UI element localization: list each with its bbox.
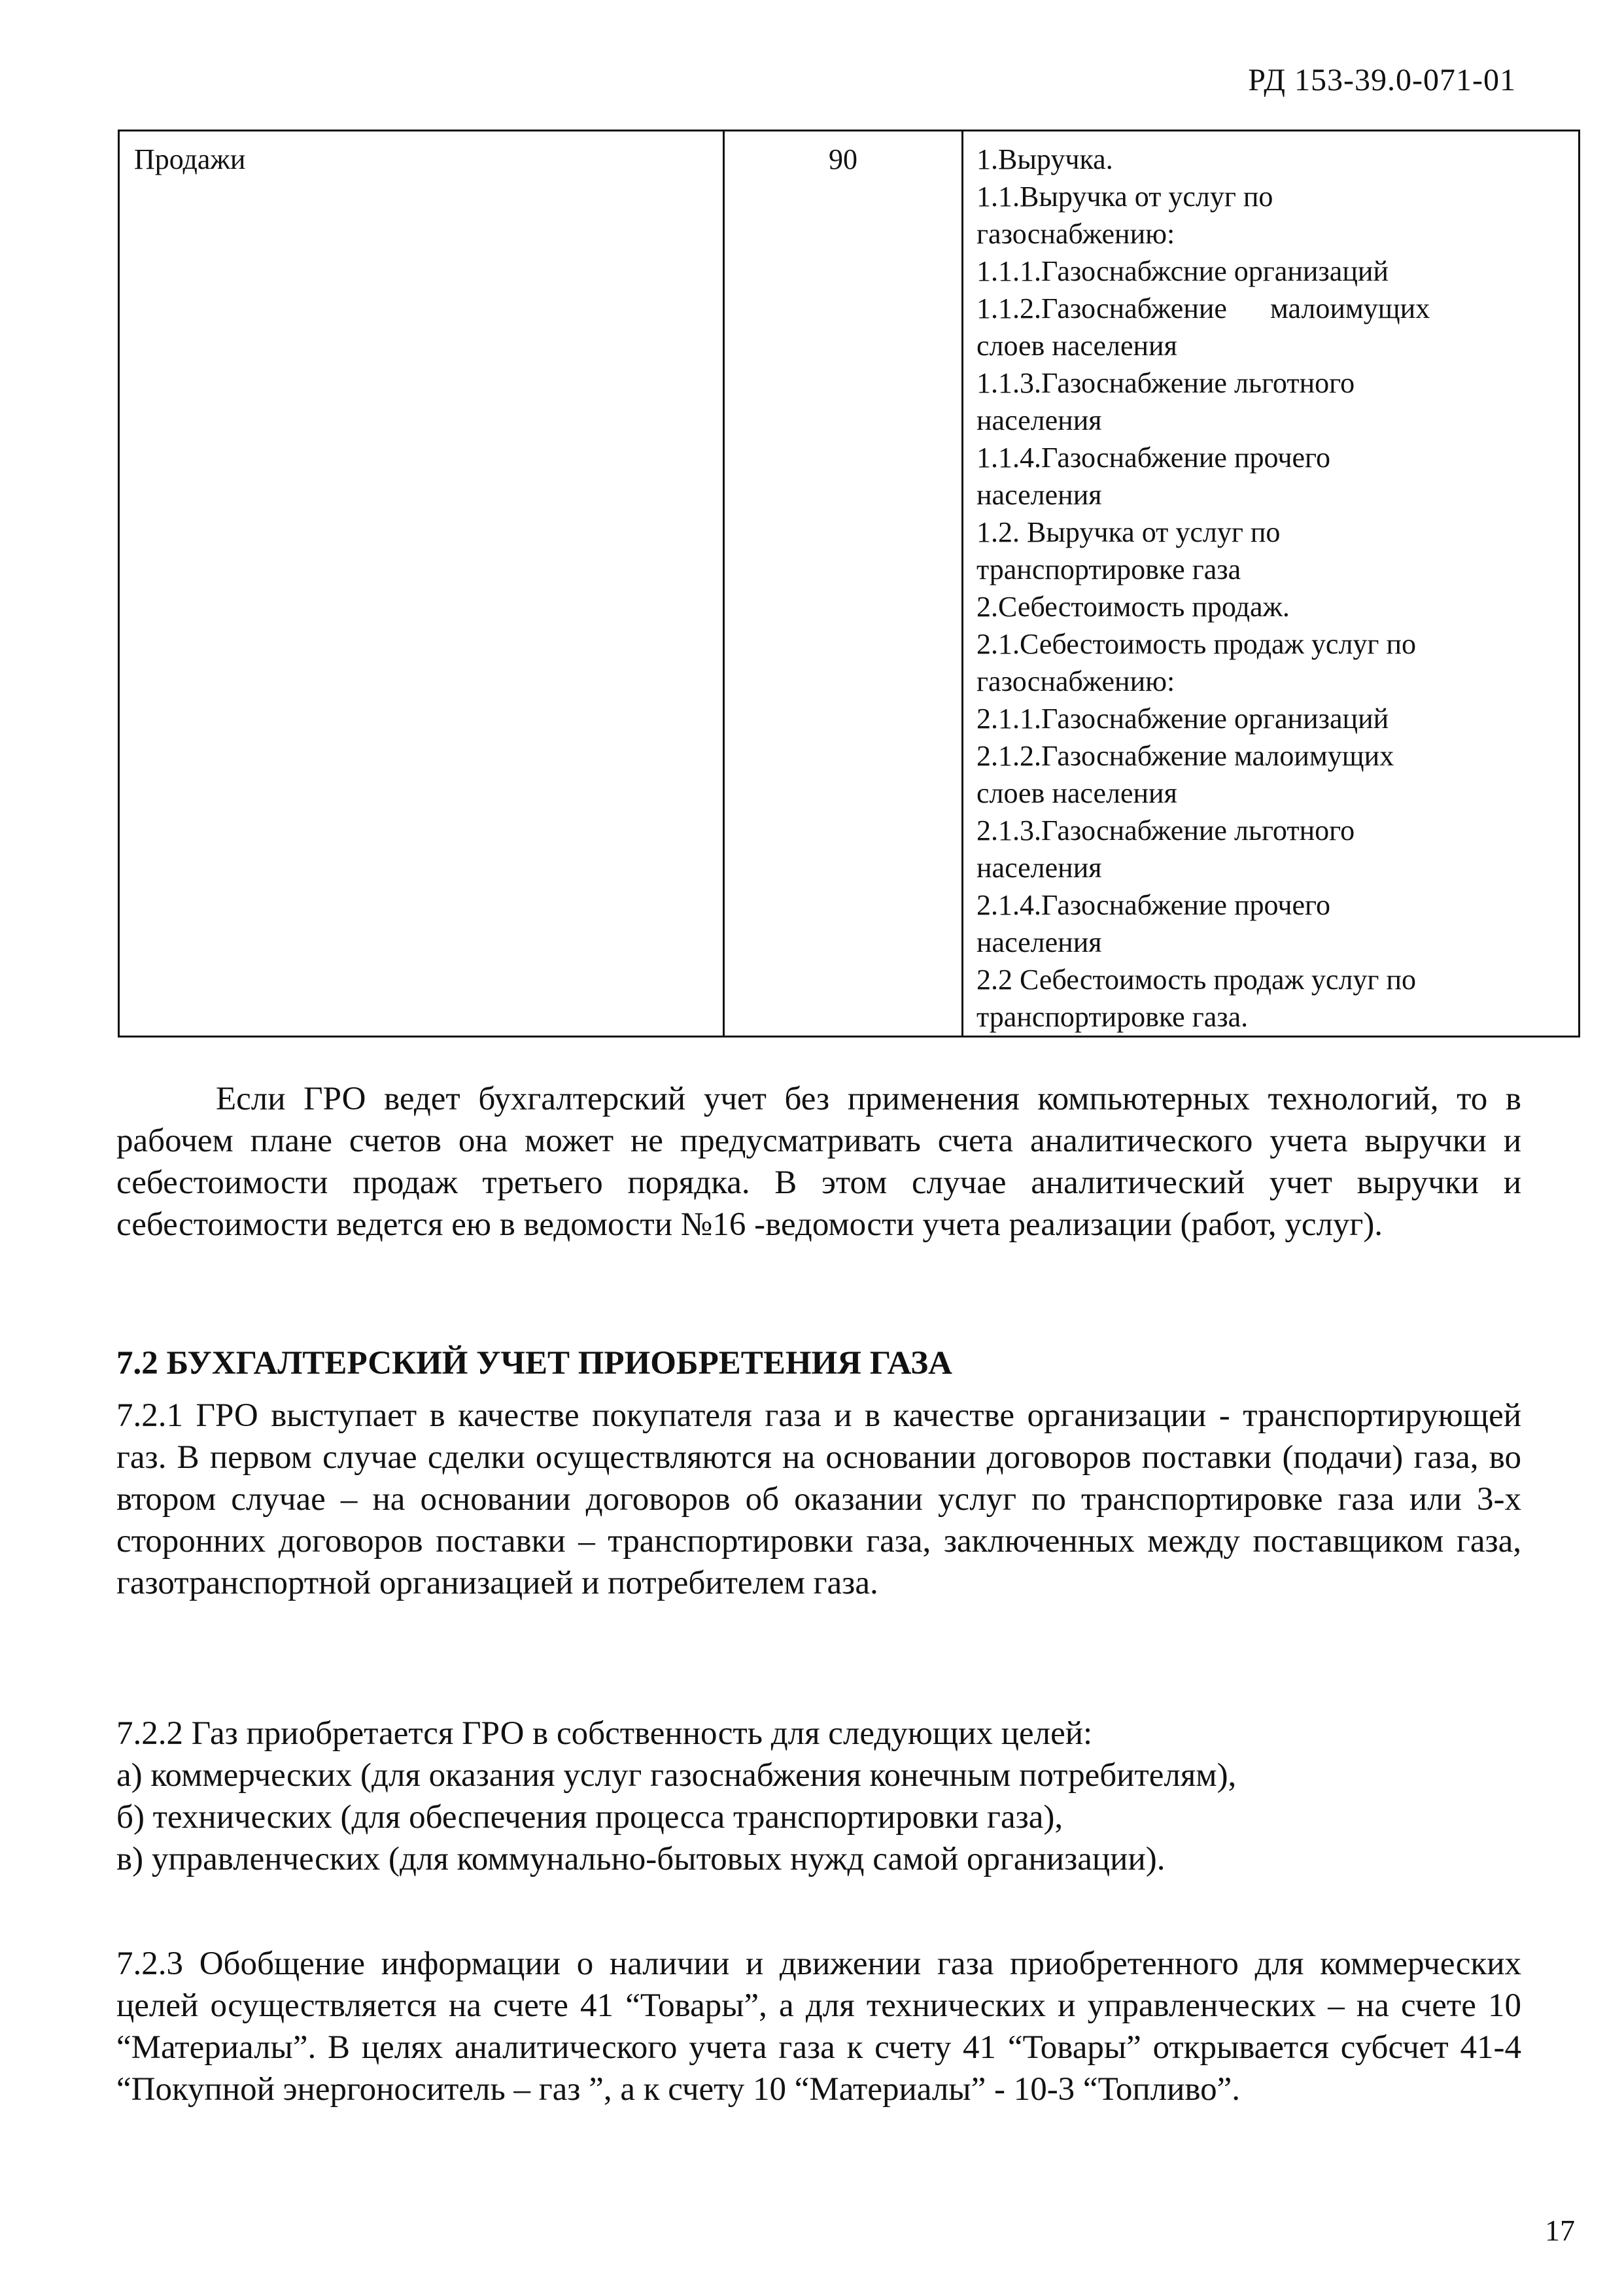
- document-code: РД 153-39.0-071-01: [1248, 63, 1516, 97]
- subaccount-line: 1.1.2.Газоснабжение малоимущих: [976, 292, 1430, 324]
- paragraph-manual-accounting: Если ГРО ведет бухгалтерский учет без применения компьютерных технологий, то в рабочем плане счетов она может не предусматривать счета аналитического учета выручки и себестоимости продаж третьего порядка. В этом случае аналитический учет выручки и себестоимости ведется ею в ведомости №16 -ведомости учета реализации (работ, услуг).: [116, 1081, 1521, 1243]
- page-number: 17: [1545, 2214, 1575, 2247]
- subaccount-line: 2.1.3.Газоснабжение льготного: [976, 814, 1355, 846]
- paragraph-7-2-2: [116, 1713, 1521, 1880]
- subaccount-line: 1.1.1.Газоснабжсние организаций: [976, 255, 1389, 287]
- subaccount-line: населения: [976, 852, 1102, 884]
- account-number-cell: 90: [724, 131, 963, 1037]
- subaccount-line: 1.1.Выручка от услуг по: [976, 181, 1273, 213]
- list-item: в) управленческих (для коммунально-бытовых нужд самой организации).: [116, 1841, 1166, 1877]
- subaccount-line: населения: [976, 479, 1102, 511]
- subaccount-line: населения: [976, 404, 1102, 436]
- section-heading: 7.2 БУХГАЛТЕРСКИЙ УЧЕТ ПРИОБРЕТЕНИЯ ГАЗА: [116, 1345, 952, 1382]
- list-item: а) коммерческих (для оказания услуг газоснабжения конечным потребителям),: [116, 1757, 1237, 1794]
- subaccount-line: 1.1.3.Газоснабжение льготного: [976, 367, 1355, 399]
- subaccount-line: 2.1.2.Газоснабжение малоимущих: [976, 740, 1394, 772]
- subaccount-line: 1.2. Выручка от услуг по: [976, 516, 1281, 548]
- subaccount-line: транспортировке газа.: [976, 1001, 1249, 1033]
- paragraph-7-2-1: 7.2.1 ГРО выступает в качестве покупателя газа и в качестве организации - транспортирующей газ. В первом случае сделки осуществляются на основании договоров поставки (подачи) газа, во втором случае – на основании договоров об оказании услуг по транспортировке газа или 3-х сторонних договоров поставки – транспортировки газа, заключенных между поставщиком газа, газотранспортной организацией и потребителем газа.: [116, 1397, 1521, 1601]
- subaccount-line: газоснабжению:: [976, 218, 1175, 250]
- subaccounts-cell: [963, 131, 1580, 1037]
- list-item: б) технических (для обеспечения процесса транспортировки газа),: [116, 1799, 1063, 1836]
- subaccount-line: газоснабжению:: [976, 665, 1175, 697]
- list-intro: 7.2.2 Газ приобретается ГРО в собственность для следующих целей:: [116, 1715, 1093, 1752]
- table-row: [119, 131, 1580, 1037]
- subaccount-line: 2.Себестоимость продаж.: [976, 591, 1290, 623]
- subaccount-line: слоев населения: [976, 777, 1177, 809]
- subaccount-line: населения: [976, 926, 1102, 958]
- subaccount-line: 2.1.1.Газоснабжение организаций: [976, 703, 1389, 735]
- chart-of-accounts-table: [118, 130, 1580, 1038]
- paragraph-7-2-3: 7.2.3 Обобщение информации о наличии и движении газа приобретенного для коммерческих целей осуществляется на счете 41 “Товары”, а для технических и управленческих – на счете 10 “Материалы”. В целях аналитического учета газа к счету 41 “Товары” открывается субсчет 41-4 “Покупной энергоноситель – газ ”, а к счету 10 “Материалы” - 10-3 “Топливо”.: [116, 1945, 1521, 2108]
- subaccount-line: слоев населения: [976, 330, 1177, 362]
- subaccount-line: транспортировке газа: [976, 553, 1241, 585]
- account-name-cell: Продажи: [119, 131, 724, 1037]
- subaccount-line: 2.2 Себестоимость продаж услуг по: [976, 964, 1417, 996]
- subaccount-line: 2.1.4.Газоснабжение прочего: [976, 889, 1330, 921]
- subaccount-line: 1.1.4.Газоснабжение прочего: [976, 442, 1330, 474]
- subaccount-line: 2.1.Себестоимость продаж услуг по: [976, 628, 1417, 660]
- subaccount-line: 1.Выручка.: [976, 143, 1113, 175]
